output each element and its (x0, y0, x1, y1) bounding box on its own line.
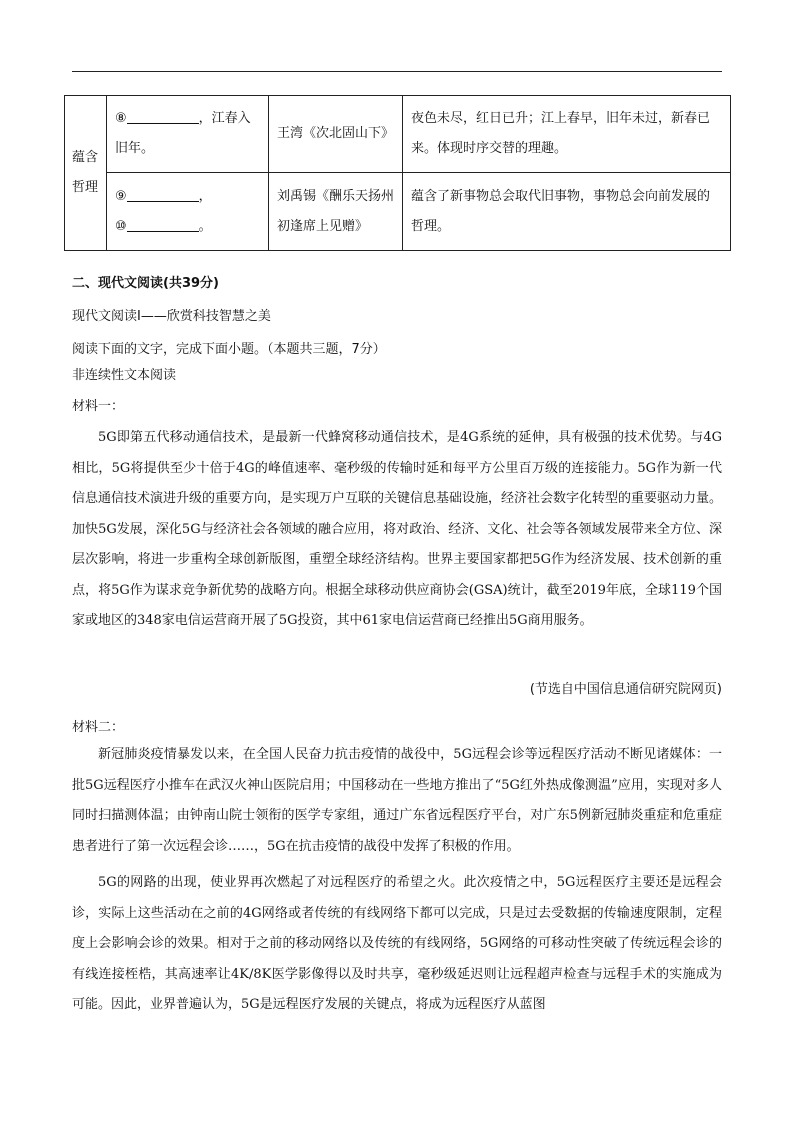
section-heading: 二、现代文阅读(共39分) (72, 276, 219, 291)
verse-text: ，江春入 (198, 111, 251, 126)
source-cell: 刘禹锡《酬乐天扬州初逢席上见赠》 (269, 173, 403, 251)
fill-blank-10[interactable] (127, 217, 199, 232)
blank-number: ⑨ (115, 188, 127, 204)
verse-text-line2: 旧年。 (115, 141, 155, 156)
material2-paragraph-1: 新冠肺炎疫情暴发以来，在全国人民奋力抗击疫情的战役中，5G远程会诊等远程医疗活动不断见诸媒体：一批5G远程医疗小推车在武汉火神山医院启用；中国移动在一些地方推出了“5G红外热成像测温”应用，实现对多人同时扫描测体温；由钟南山院士领衔的医学专家组，通过广东省远程医疗平台，对广东5例新冠肺炎重症和危重症患者进行了第一次远程会诊……，5G在抗击疫情的战役中发挥了积极的作用。 (72, 747, 722, 854)
punctuation: ， (198, 188, 212, 204)
fill-blank-8[interactable] (127, 109, 199, 124)
punctuation: 。 (198, 218, 212, 234)
material2-label: 材料二： (72, 720, 125, 735)
blank-number: ⑩ (115, 218, 127, 234)
category-cell (65, 96, 107, 251)
material1-paragraph: 5G即第五代移动通信技术，是最新一代蜂窝移动通信技术，是4G系统的延伸，具有极强的技术优势。与4G相比，5G将提供至少十倍于4G的峰值速率、毫秒级的传输时延和每平方公里百万级的连接能力。5G作为新一代信息通信技术演进升级的重要方向，是实现万户互联的关键信息基础设施，经济社会数字化转型的重要驱动力量。加快5G发展，深化5G与经济社会各领域的融合应用，将对政治、经济、文化、社会等各领域发展带来全方位、深层次影响，将进一步重构全球创新版图，重塑全球经济结构。世界主要国家都把5G作为经济发展、技术创新的重点，将5G作为谋求竞争新优势的战略方向。根据全球移动供应商协会(GSA)统计，截至2019年底，全球119个国家或地区的348家电信运营商开展了5G投资，其中61家电信运营商已经推出5G商用服务。 (72, 430, 723, 628)
explanation-cell: 蕴含了新事物总会取代旧事物，事物总会向前发展的哲理。 (403, 173, 731, 251)
question-cell-9-10 (107, 173, 269, 251)
fill-blank-9[interactable] (127, 187, 199, 202)
poem-table (64, 95, 731, 251)
question-cell-8 (107, 96, 269, 173)
material1-source: (节选自中国信息通信研究院网页) (529, 682, 722, 697)
source-cell: 王湾《次北固山下》 (269, 96, 403, 173)
explanation-cell: 夜色未尽，红日已升；江上春早，旧年未过，新春已来。体现时序交替的理趣。 (403, 96, 731, 173)
material1-label: 材料一： (72, 399, 125, 414)
subsection-title: 现代文阅读Ⅰ——欣赏科技智慧之美 (72, 309, 271, 324)
category-line2: 哲理 (72, 180, 99, 195)
instruction: 阅读下面的文字，完成下面小题。（本题共三题，7分） (72, 342, 386, 357)
category-line1: 蕴含 (72, 150, 99, 165)
material2-paragraph-2: 5G的网路的出现，使业界再次燃起了对远程医疗的希望之火。此次疫情之中，5G远程医疗主要还是远程会诊，实际上这些活动在之前的4G网络或者传统的有线网络下都可以完成，只是过去受数据的传输速度限制，定程度上会影响会诊的效果。相对于之前的移动网络以及传统的有线网络，5G网络的可移动性突破了传统远程会诊的有线连接桎梏，其高速率让4K/8K医学影像得以及时共享，毫秒级延迟则让远程超声检查与远程手术的实施成为可能。因此，业界普遍认为，5G是远程医疗发展的关键点，将成为远程医疗从蓝图 (72, 875, 722, 1012)
blank-number: ⑧ (115, 111, 127, 126)
text-type: 非连续性文本阅读 (72, 368, 177, 383)
header-rule (72, 71, 722, 72)
